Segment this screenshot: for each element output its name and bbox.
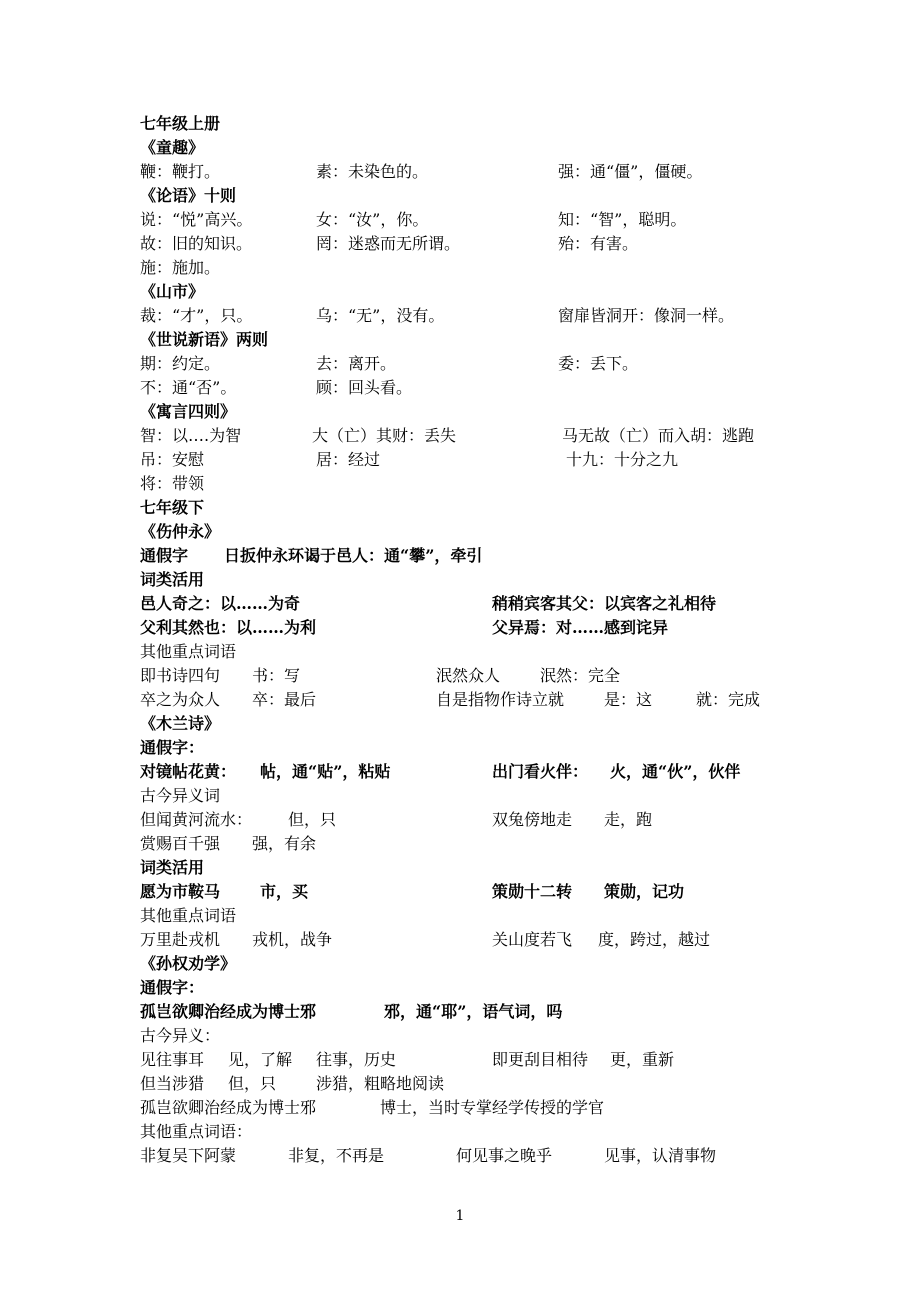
line-cell: 强：通“僵”，僵硬。 xyxy=(558,162,703,181)
line-cell: 关山度若飞 xyxy=(492,930,573,949)
line-cell: 往事，历史 xyxy=(316,1050,397,1069)
heading-line xyxy=(140,952,820,976)
line-cell: 博士，当时专掌经学传授的学官 xyxy=(380,1098,605,1117)
line-cell: 《木兰诗》 xyxy=(140,714,221,733)
vocab-line xyxy=(140,688,820,712)
line-cell: 罔：迷惑而无所谓。 xyxy=(316,234,461,253)
vocab-line xyxy=(140,640,820,664)
line-cell: 走，跑 xyxy=(604,810,653,829)
line-cell: 裁：“才”，只。 xyxy=(140,306,253,325)
vocab-line xyxy=(140,376,820,400)
line-cell: 《孙权劝学》 xyxy=(140,954,237,973)
line-cell: 愿为市鞍马 xyxy=(140,882,221,901)
heading-line xyxy=(140,736,820,760)
line-cell: 父利其然也：以……为利 xyxy=(140,618,317,637)
line-cell: 策勋十二转 xyxy=(492,882,573,901)
line-cell: 鞭：鞭打。 xyxy=(140,162,221,181)
heading-line xyxy=(140,856,820,880)
heading-line xyxy=(140,592,820,616)
line-cell: 策勋，记功 xyxy=(604,882,685,901)
line-cell: 日扳仲永环谒于邑人：通“攀”，牵引 xyxy=(224,546,483,565)
vocab-line xyxy=(140,832,820,856)
vocab-line xyxy=(140,304,820,328)
line-cell: 委：丢下。 xyxy=(558,354,639,373)
line-cell: 《论语》十则 xyxy=(140,186,237,205)
page-number: 1 xyxy=(455,1208,465,1224)
line-cell: 将：带领 xyxy=(140,474,205,493)
line-cell: 泯然：完全 xyxy=(540,666,621,685)
vocab-line xyxy=(140,1144,820,1168)
line-cell: 非复，不再是 xyxy=(288,1146,385,1165)
line-cell: 自是指物作诗立就 xyxy=(436,690,565,709)
vocab-line xyxy=(140,1096,820,1120)
vocab-line xyxy=(140,1024,820,1048)
line-cell: 稍稍宾客其父：以宾客之礼相待 xyxy=(492,594,717,613)
vocab-line xyxy=(140,160,820,184)
line-cell: 其他重点词语 xyxy=(140,642,237,661)
vocab-line xyxy=(140,352,820,376)
line-cell: 居：经过 xyxy=(316,450,381,469)
line-cell: 十九：十分之九 xyxy=(566,450,679,469)
line-cell: 火，通“伙”，伙伴 xyxy=(610,762,741,781)
line-cell: 不：通“否”。 xyxy=(140,378,237,397)
line-cell: 其他重点词语： xyxy=(140,1122,253,1141)
heading-line xyxy=(140,976,820,1000)
line-cell: 书：写 xyxy=(252,666,301,685)
line-cell: 去：离开。 xyxy=(316,354,397,373)
line-cell: 通假字 xyxy=(140,546,189,565)
line-cell: 度，跨过，越过 xyxy=(598,930,711,949)
line-cell: 七年级上册 xyxy=(140,114,221,133)
vocab-line xyxy=(140,424,820,448)
heading-line xyxy=(140,712,820,736)
vocab-line xyxy=(140,784,820,808)
line-cell: 是：这 xyxy=(604,690,653,709)
line-cell: 古今异义： xyxy=(140,1026,221,1045)
line-cell: 赏赐百千强 xyxy=(140,834,221,853)
line-cell: 见事，认清事物 xyxy=(604,1146,717,1165)
line-cell: 邪，通“耶”，语气词，吗 xyxy=(384,1002,563,1021)
line-cell: 即书诗四句 xyxy=(140,666,221,685)
line-cell: 但，只 xyxy=(288,810,337,829)
vocab-line xyxy=(140,808,820,832)
line-cell: 孤岂欲卿治经成为博士邪 xyxy=(140,1098,317,1117)
heading-line xyxy=(140,520,820,544)
line-cell: 吊：安慰 xyxy=(140,450,205,469)
heading-line xyxy=(140,1000,820,1024)
vocab-line xyxy=(140,1048,820,1072)
line-cell: 见往事耳 xyxy=(140,1050,205,1069)
line-cell: 大（亡）其财：丢失 xyxy=(312,426,457,445)
line-cell: 女：“汝”，你。 xyxy=(316,210,429,229)
line-cell: 双兔傍地走 xyxy=(492,810,573,829)
vocab-line xyxy=(140,256,820,280)
line-cell: 说：“悦”高兴。 xyxy=(140,210,253,229)
heading-line xyxy=(140,880,820,904)
document-body xyxy=(140,112,820,1168)
line-cell: 非复吴下阿蒙 xyxy=(140,1146,237,1165)
line-cell: 知：“智”，聪明。 xyxy=(558,210,687,229)
line-cell: 何见事之晚乎 xyxy=(456,1146,553,1165)
heading-line xyxy=(140,136,820,160)
line-cell: 帖，通“贴”，粘贴 xyxy=(260,762,391,781)
vocab-line xyxy=(140,904,820,928)
line-cell: 窗扉皆洞开：像洞一样。 xyxy=(558,306,735,325)
line-cell: 卒：最后 xyxy=(252,690,317,709)
line-cell: 素：未染色的。 xyxy=(316,162,429,181)
line-cell: 但当涉猎 xyxy=(140,1074,205,1093)
heading-line xyxy=(140,400,820,424)
line-cell: 《伤仲永》 xyxy=(140,522,221,541)
line-cell: 更，重新 xyxy=(610,1050,675,1069)
line-cell: 市，买 xyxy=(260,882,309,901)
line-cell: 《寓言四则》 xyxy=(140,402,237,421)
vocab-line xyxy=(140,472,820,496)
line-cell: 通假字： xyxy=(140,978,205,997)
line-cell: 见，了解 xyxy=(228,1050,293,1069)
line-cell: 父异焉：对……感到诧异 xyxy=(492,618,669,637)
heading-line xyxy=(140,544,820,568)
line-cell: 《山市》 xyxy=(140,282,205,301)
line-cell: 泯然众人 xyxy=(436,666,501,685)
line-cell: 但闻黄河流水： xyxy=(140,810,253,829)
line-cell: 卒之为众人 xyxy=(140,690,221,709)
line-cell: 故：旧的知识。 xyxy=(140,234,253,253)
vocab-line xyxy=(140,208,820,232)
line-cell: 施：施加。 xyxy=(140,258,221,277)
vocab-line xyxy=(140,232,820,256)
line-cell: 对镜帖花黄： xyxy=(140,762,237,781)
line-cell: 殆：有害。 xyxy=(558,234,639,253)
heading-line xyxy=(140,112,820,136)
line-cell: 通假字： xyxy=(140,738,205,757)
vocab-line xyxy=(140,1072,820,1096)
line-cell: 古今异义词 xyxy=(140,786,221,805)
heading-line xyxy=(140,760,820,784)
heading-line xyxy=(140,496,820,520)
vocab-line xyxy=(140,448,820,472)
line-cell: 马无故（亡）而入胡：逃跑 xyxy=(562,426,755,445)
line-cell: 《童趣》 xyxy=(140,138,205,157)
heading-line xyxy=(140,616,820,640)
vocab-line xyxy=(140,664,820,688)
line-cell: 戎机，战争 xyxy=(252,930,333,949)
line-cell: 即更刮目相待 xyxy=(492,1050,589,1069)
line-cell: 《世说新语》两则 xyxy=(140,330,269,349)
line-cell: 其他重点词语 xyxy=(140,906,237,925)
vocab-line xyxy=(140,928,820,952)
heading-line xyxy=(140,568,820,592)
line-cell: 但，只 xyxy=(228,1074,277,1093)
line-cell: 出门看火伴： xyxy=(492,762,589,781)
line-cell: 孤岂欲卿治经成为博士邪 xyxy=(140,1002,317,1021)
line-cell: 乌：“无”，没有。 xyxy=(316,306,445,325)
vocab-line xyxy=(140,1120,820,1144)
line-cell: 期：约定。 xyxy=(140,354,221,373)
line-cell: 邑人奇之：以……为奇 xyxy=(140,594,301,613)
line-cell: 顾：回头看。 xyxy=(316,378,413,397)
line-cell: 涉猎，粗略地阅读 xyxy=(316,1074,445,1093)
line-cell: 强，有余 xyxy=(252,834,317,853)
line-cell: 就：完成 xyxy=(696,690,761,709)
line-cell: 词类活用 xyxy=(140,570,205,589)
heading-line xyxy=(140,328,820,352)
line-cell: 七年级下 xyxy=(140,498,205,517)
heading-line xyxy=(140,184,820,208)
line-cell: 万里赴戎机 xyxy=(140,930,221,949)
heading-line xyxy=(140,280,820,304)
line-cell: 智：以….为智 xyxy=(140,426,242,445)
line-cell: 词类活用 xyxy=(140,858,205,877)
